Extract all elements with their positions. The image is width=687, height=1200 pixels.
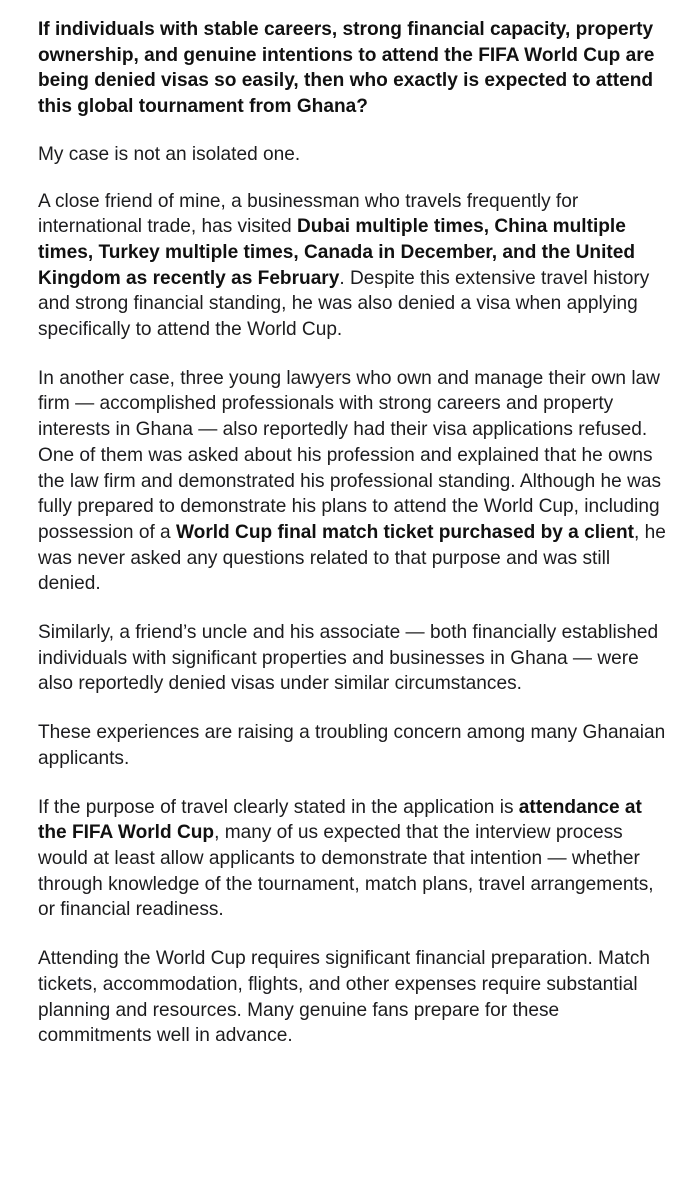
paragraph-troubling-concern [38,720,672,771]
paragraph-text: Attending the World Cup requires significant financial preparation. Match tickets, accommodation, flights, and other expenses require substantial planning and resources. Many genuine fans prepare for these commitments well in advance. [38,948,651,1047]
paragraph-lawyers-case [38,366,672,597]
paragraph-uncle-associate [38,620,672,697]
article-body [38,17,672,1072]
paragraph-text: Similarly, a friend’s uncle and his associate — both financially established individuals with significant properties and businesses in Ghana — were also reportedly denied visas under similar circumstances. [38,622,659,695]
paragraph-text: My case is not an isolated one. [38,143,301,165]
emphasis-final-ticket: World Cup final match ticket purchased by a client [175,521,634,543]
paragraph-isolated-case [38,142,672,168]
paragraph-businessman-friend [38,189,672,343]
emphasis-world-cup-attendance: attendance at the FIFA World Cup [38,796,642,844]
emphasis-travel-history: Dubai multiple times, China multiple times, Turkey multiple times, Canada in December, and the United Kingdom as recently as February [38,216,636,289]
paragraph-purpose-of-travel [38,795,672,924]
paragraph-text: . Despite this extensive travel history and strong financial standing, he was also denied a visa when applying specifically to attend the World Cup. [38,267,650,341]
paragraph-text: In another case, three young lawyers who own and manage their own law firm — accomplished professionals with strong careers and property interests in Ghana — also reportedly had their visa applications refused. One of them was asked about his profession and explained that he owns the law firm and demonstrated his professional standing. Although he was fully prepared to demonstrate his plans to attend the World Cup, including possession of a [38,367,662,543]
paragraph-text: A close friend of mine, a businessman who travels frequently for international trade, has visited [38,190,579,238]
paragraph-financial-preparation [38,946,672,1049]
paragraph-text: If individuals with stable careers, strong financial capacity, property ownership, and genuine intentions to attend the FIFA World Cup are being denied visas so easily, then who exactly is expected to attend this global tournament from Ghana? [38,19,655,118]
paragraph-text: , he was never asked any questions related to that purpose and was still denied. [38,521,666,595]
paragraph-text: , many of us expected that the interview process would at least allow applicants to demonstrate that intention — whether through knowledge of the tournament, match plans, travel arrangements, or financial readiness. [38,822,654,921]
paragraph-text: These experiences are raising a troubling concern among many Ghanaian applicants. [38,722,666,769]
paragraph-lead-question [38,17,672,120]
paragraph-text: If the purpose of travel clearly stated in the application is [38,796,519,818]
